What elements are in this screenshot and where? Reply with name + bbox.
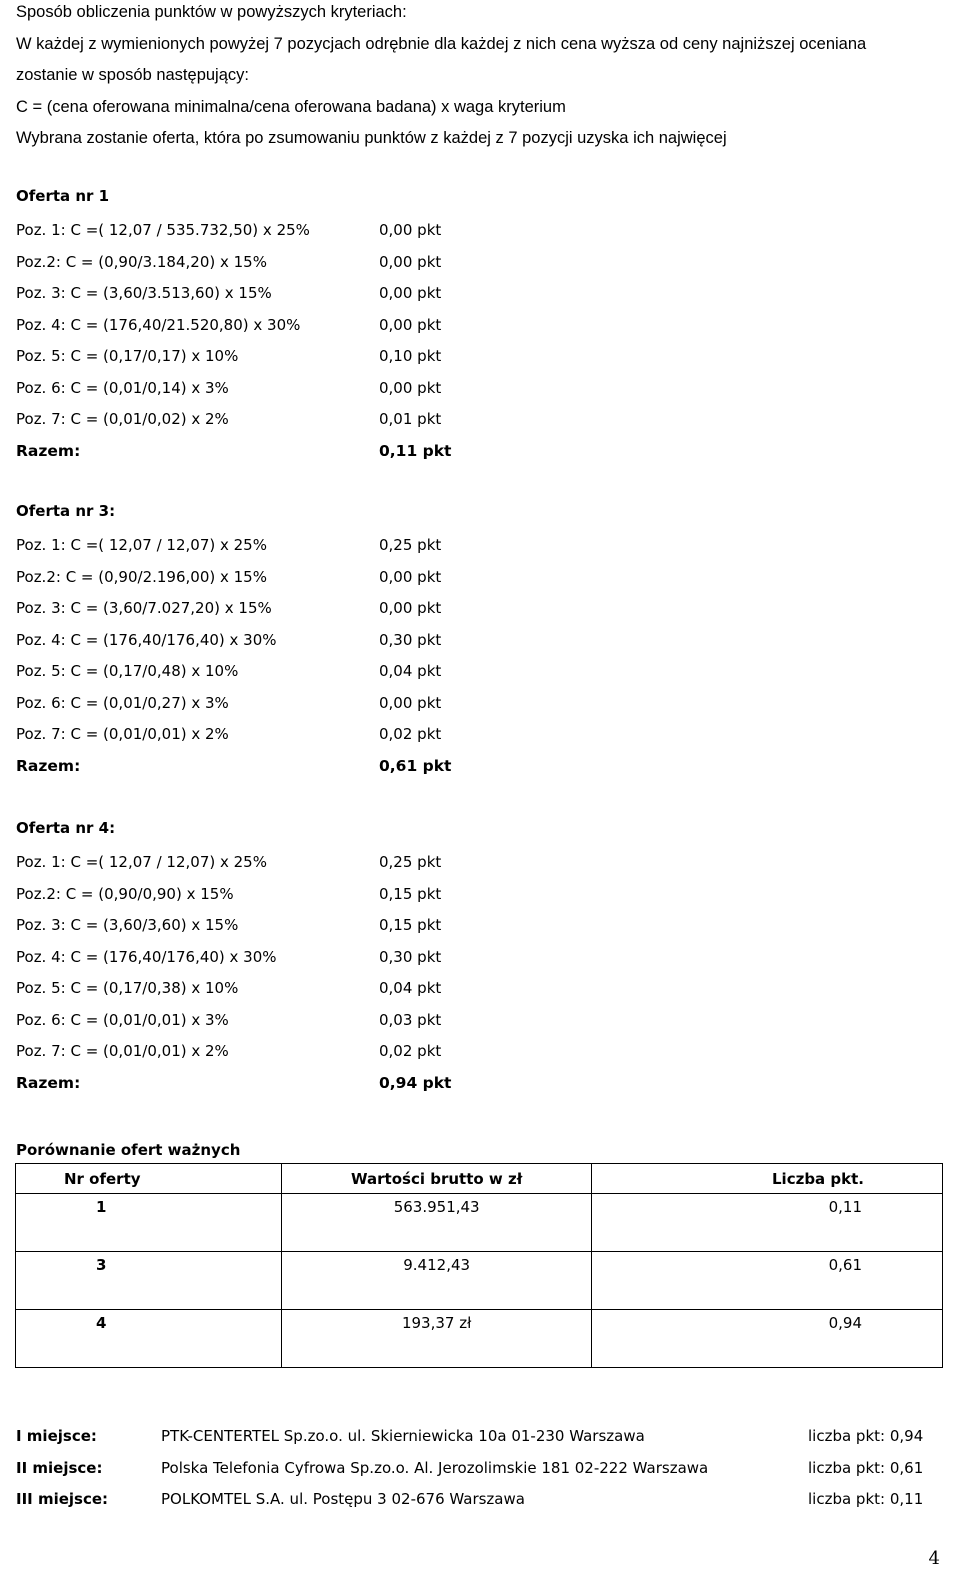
table-row <box>16 1252 943 1310</box>
formula: Poz. 3: C = (3,60/7.027,20) x 15% <box>16 599 272 617</box>
formula: Poz. 4: C = (176,40/21.520,80) x 30% <box>16 315 301 334</box>
column-header: Liczba pkt. <box>591 1164 942 1194</box>
offer-row <box>16 567 956 599</box>
ranking-list <box>16 1426 956 1521</box>
points: 0,01 pkt <box>379 410 442 428</box>
company-name: PTK-CENTERTEL Sp.zo.o. ul. Skierniewicka 10a 01-230 Warszawa <box>161 1427 645 1445</box>
points: 0,15 pkt <box>379 916 442 934</box>
formula: Poz. 6: C = (0,01/0,14) x 3% <box>16 378 229 397</box>
formula: Poz. 4: C = (176,40/176,40) x 30% <box>16 630 277 649</box>
place-label: I miejsce: <box>16 1427 97 1445</box>
intro-line: W każdej z wymienionych powyżej 7 pozycjach odrębnie dla każdej z nich cena wyższa od ceny najniższej oceniana <box>16 34 867 53</box>
intro-line: Sposób obliczenia punktów w powyższych kryteriach: <box>16 3 407 21</box>
formula: Poz. 1: C =( 12,07 / 12,07) x 25% <box>16 536 267 554</box>
offer-row <box>16 1010 956 1042</box>
gross-value-cell: 193,37 zł <box>282 1310 591 1368</box>
points: 0,30 pkt <box>379 947 442 966</box>
formula: Poz. 1: C =( 12,07 / 12,07) x 25% <box>16 853 267 871</box>
formula: Poz. 5: C = (0,17/0,17) x 10% <box>16 347 239 365</box>
company-name: Polska Telefonia Cyfrowa Sp.zo.o. Al. Jerozolimskie 181 02-222 Warszawa <box>161 1458 709 1477</box>
offer-number-cell: 3 <box>16 1252 282 1310</box>
formula: Poz. 5: C = (0,17/0,38) x 10% <box>16 979 239 997</box>
offer-total-row <box>16 1073 956 1105</box>
offer-row <box>16 978 956 1010</box>
column-header: Wartości brutto w zł <box>282 1164 591 1194</box>
points: 0,00 pkt <box>379 599 442 617</box>
formula: Poz.2: C = (0,90/2.196,00) x 15% <box>16 567 267 586</box>
comparison-title: Porównanie ofert ważnych <box>16 1141 241 1159</box>
table-row <box>16 1310 943 1368</box>
offer-row <box>16 947 956 979</box>
formula: Poz. 3: C = (3,60/3.513,60) x 15% <box>16 284 272 302</box>
points-cell: 0,11 <box>591 1194 942 1252</box>
offer-row <box>16 378 956 410</box>
ranking-row <box>16 1489 956 1521</box>
offer-row <box>16 315 956 347</box>
points: 0,02 pkt <box>379 1042 442 1060</box>
place-label: II miejsce: <box>16 1458 103 1477</box>
offer-title: Oferta nr 1 <box>16 187 110 205</box>
points: 0,00 pkt <box>379 221 442 239</box>
offer-section <box>16 501 956 787</box>
offer-row <box>16 283 956 315</box>
place-points: liczba pkt: 0,11 <box>808 1490 924 1508</box>
points: 0,04 pkt <box>379 979 442 997</box>
points: 0,00 pkt <box>379 315 442 334</box>
formula: Poz.2: C = (0,90/0,90) x 15% <box>16 884 234 903</box>
comparison-table <box>15 1163 943 1368</box>
offer-number-cell: 4 <box>16 1310 282 1368</box>
points-cell: 0,94 <box>591 1310 942 1368</box>
formula: Poz. 6: C = (0,01/0,01) x 3% <box>16 1010 229 1029</box>
points: 0,15 pkt <box>379 884 442 903</box>
formula: Poz. 7: C = (0,01/0,02) x 2% <box>16 410 229 428</box>
table-header-row <box>16 1164 943 1194</box>
points: 0,04 pkt <box>379 662 442 680</box>
ranking-row <box>16 1458 956 1490</box>
column-header: Nr oferty <box>16 1164 282 1194</box>
formula: Poz. 7: C = (0,01/0,01) x 2% <box>16 725 229 743</box>
points: 0,00 pkt <box>379 378 442 397</box>
points: 0,03 pkt <box>379 1010 442 1029</box>
ranking-row <box>16 1426 956 1458</box>
total-points: 0,94 pkt <box>379 1073 452 1092</box>
offer-row <box>16 852 956 884</box>
formula: Poz. 5: C = (0,17/0,48) x 10% <box>16 662 239 680</box>
intro-line: zostanie w sposób następujący: <box>16 66 249 84</box>
offer-number-cell: 1 <box>16 1194 282 1252</box>
offer-row <box>16 724 956 756</box>
intro-line: C = (cena oferowana minimalna/cena oferowana badana) x waga kryterium <box>16 97 566 116</box>
offer-row <box>16 346 956 378</box>
offer-total-row <box>16 756 956 788</box>
points: 0,25 pkt <box>379 536 442 554</box>
gross-value-cell: 9.412,43 <box>282 1252 591 1310</box>
page-number: 4 <box>928 1548 940 1569</box>
total-label: Razem: <box>16 1073 81 1092</box>
offer-row <box>16 661 956 693</box>
points: 0,00 pkt <box>379 252 442 271</box>
formula: Poz. 1: C =( 12,07 / 535.732,50) x 25% <box>16 221 310 239</box>
offer-row <box>16 598 956 630</box>
total-points: 0,61 pkt <box>379 756 452 775</box>
offer-row <box>16 693 956 725</box>
offer-row <box>16 409 956 441</box>
formula: Poz. 7: C = (0,01/0,01) x 2% <box>16 1042 229 1060</box>
offer-section <box>16 186 956 472</box>
offer-title: Oferta nr 3: <box>16 502 116 520</box>
points: 0,00 pkt <box>379 284 442 302</box>
offer-row <box>16 1041 956 1073</box>
formula: Poz. 6: C = (0,01/0,27) x 3% <box>16 693 229 712</box>
gross-value-cell: 563.951,43 <box>282 1194 591 1252</box>
company-name: POLKOMTEL S.A. ul. Postępu 3 02-676 Warszawa <box>161 1490 525 1508</box>
offer-row <box>16 915 956 947</box>
points-cell: 0,61 <box>591 1252 942 1310</box>
total-label: Razem: <box>16 756 81 775</box>
offer-section <box>16 818 956 1104</box>
formula: Poz.2: C = (0,90/3.184,20) x 15% <box>16 252 267 271</box>
points: 0,25 pkt <box>379 853 442 871</box>
offer-row <box>16 252 956 284</box>
total-label: Razem: <box>16 441 81 460</box>
offer-row <box>16 630 956 662</box>
offer-total-row <box>16 441 956 473</box>
place-points: liczba pkt: 0,61 <box>808 1458 924 1477</box>
intro-line: Wybrana zostanie oferta, która po zsumowaniu punktów z każdej z 7 pozycji uzyska ich najwięcej <box>16 129 727 147</box>
offer-row <box>16 884 956 916</box>
place-label: III miejsce: <box>16 1490 109 1508</box>
total-points: 0,11 pkt <box>379 441 452 460</box>
formula: Poz. 4: C = (176,40/176,40) x 30% <box>16 947 277 966</box>
points: 0,10 pkt <box>379 347 442 365</box>
calculation-intro <box>16 0 956 158</box>
table-row <box>16 1194 943 1252</box>
offer-row <box>16 220 956 252</box>
points: 0,00 pkt <box>379 567 442 586</box>
formula: Poz. 3: C = (3,60/3,60) x 15% <box>16 916 239 934</box>
place-points: liczba pkt: 0,94 <box>808 1427 924 1445</box>
offer-title: Oferta nr 4: <box>16 819 116 837</box>
offer-row <box>16 535 956 567</box>
points: 0,00 pkt <box>379 693 442 712</box>
points: 0,02 pkt <box>379 725 442 743</box>
points: 0,30 pkt <box>379 630 442 649</box>
